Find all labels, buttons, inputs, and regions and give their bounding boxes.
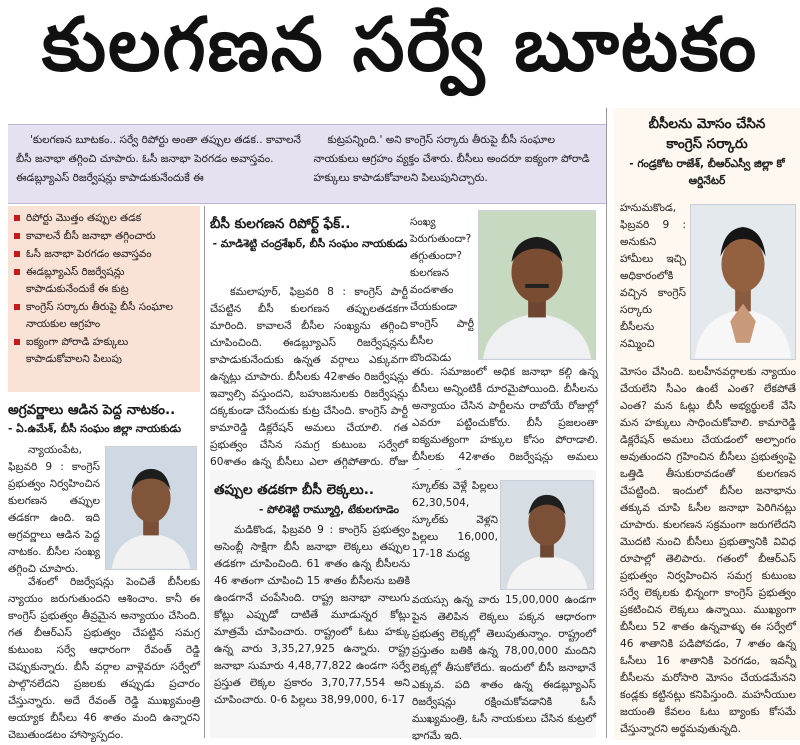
mid-top-article-body-text: కమలాపూర్‌, ఫిబ్రవరి 8 : కాంగ్రెస్‌ పార్టీ చేపట్టిన బీసీ కులగణన తప్పులతడకగా మారింది. కావాలనే బీసీల సంఖ్యను తగ్గించి చూపించింది. ఈడబ్ల్యూఎస్‌ రిజర్వేషన్లను కాపాడుకునేందుకు ఉన్నత వర్గాలు ఎక్కువగా ఉన్నట్లు చూపారు. బీసీలకు 42శాతం రిజర్వేషన్లు ఇవ్వాల్సి వస్తుందని, బహుజనులకు రిజర్వేషన్లు దక్కకుండా చేసేందుకు కుట్ర చేసింది. కాంగ్రెస్‌ పార్టీ కామారెడ్డి డిక్లరేషన్‌ అమలు చేయాలి. గత ప్రభుత్వం చేసిన సమగ్ర కుటుంబ సర్వేలో 60శాతం ఉన్న బీసీలు ఎలా తగ్గిపోతారు. రోజు: [210, 286, 408, 468]
mid-bottom-article-body: [214, 522, 410, 732]
mid-bottom-article-body2-text: వయస్సు ఉన్న వారు 15,00,000 ఉండగా పైన తెలిపిన లెక్కలు పక్కన ఆధారంగా ప్రభుత్వ లెక్కల్లో తెలుపుతున్నాం. రాష్ట్రంలో ప్రస్తుతం బతికి ఉన్న 78,00,000 మందిని లెక్కల్లో తీసుకోలేదు. ఇందులో బీసీ జనాభానే ఎక్కువ. పది శాతం ఉన్న ఈడబ్ల్యూఎస్‌ రిజర్వేషన్లు రక్షించుకోవడానికి ఓసీ ముఖ్యమంత్రి, ఓసీ నాయకులు చేసిన కుట్రలో భాగమే ఇది.: [412, 594, 596, 742]
mid-bottom-article-byline: - పోలిశెట్టి రామ్మూర్తి, టేకులగూడెం: [258, 504, 400, 516]
mid-bottom-side-text-p: స్కూల్‌కు వెళ్లే పిల్లలు 62,30,504, స్కూల్‌కు వెళ్లని పిల్లలు 16,000, 17-18 మధ్య: [412, 480, 498, 560]
left-article-body-text: వేశంలో రిజర్వేషన్లు పెంచితే బీసీలకు న్యాయం జరుగుతుందని ఆశించాం. కానీ ఈ కాంగ్రెస్‌ ప్రభుత్వం తీవ్రమైన అన్యాయం చేసింది. గత బీఆర్‌ఎస్‌ ప్రభుత్వం చేపట్టిన సమగ్ర కుటుంబ సర్వే ఆధారంగా రేవంత్‌ రెడ్డి చెప్పుకున్నారు. బీసీ వర్గాల వాళ్లెవరూ సర్వేలో పాల్గొనలేదని ప్రజలకు తప్పుడు ప్రచారం చేస్తున్నారు. అదే రేవంత్‌ రెడ్డి ముఖ్యమంత్రి అయ్యాక బీసీలు 46 శాతం మంది ఉన్నారని చెబుతుండటం హాస్యాస్పదం.: [8, 576, 200, 741]
right-article-byline: - గండ్రకోట రాజేశ్‌, బీఆర్‌ఎస్వీ జిల్లా కో ఆర్డినేటర్‌: [629, 158, 785, 187]
mid-bottom-article-title: తప్పుల తడకగా బీసీ లెక్కలు..: [214, 482, 374, 498]
mid-bottom-article-body2: [412, 592, 596, 742]
highlight-item: ఈడబ్ల్యూఎస్‌ రిజర్వేషన్లు కాపాడుకునేందుకే ఈ కుట్ర: [14, 264, 194, 298]
right-article-side-text-p: హనుమకొండ, ఫిబ్రవరి 9 : అనుకుని హామీలు ఇచ్చి అధికారంలోకి వచ్చిన కాంగ్రెస్‌ సర్కారు బీసీలను నమ్మించి: [620, 202, 686, 350]
person-photo-icon: [479, 211, 595, 359]
summary-text-2: కుట్రపన్నింది.' అని కాంగ్రెస్‌ సర్కారు తీరుపై బీసీ సంఘాల నాయకులు ఆగ్రహం వ్యక్తం చేశారు. బీసీలు అందరూ ఐక్యంగా పోరాడి హక్కులు కాపాడుకోవాలని పిలుపునిచ్చారు.: [313, 134, 590, 184]
mid-top-article-photo: [478, 210, 596, 360]
right-article-body-text: మోసం చేసింది. బలహీనవర్గాలకు న్యాయం చేయలేని సీఎం ఉంటే ఎంత? లేకపోతే ఎంత? మన ఓట్లు బీసీ అభ్యర్థులకే వేసి మన హక్కులు సాధించుకోవాలి. కామారెడ్డి డిక్లరేషన్‌ అమలు చేయడంలో అల్పాంగం అవుతుందని గ్రహించిన బీసీలు ప్రభుత్వంపై ఒత్తిడి తీసుకురావడంతో కులగణన చేపట్టింది. ఇందులో బీసీల జనాభాను తక్కువ చూపి ఓసీల జనాభా పెరిగినట్లు చూపారు. కులగణన సక్రమంగా జరుగలేదని మొదటి నుంచి బీసీలు ప్రభుత్వానికి వివిధ రూపాల్లో తెలిపారు. గతంలో బీఆర్‌ఎస్‌ ప్రభుత్వం నిర్వహించిన సమగ్ర కుటుంబ సర్వే లెక్కలకు భిన్నంగా కాంగ్రెస్‌ ప్రభుత్వం ప్రకటించిన లెక్కలు ఉన్నాయి. ముఖ్యంగా బీసీలు 52 శాతం ఉన్నవాళ్ళు ఈ సర్వేలో 46 శాతానికి పడిపోవడం, 7 శాతం ఉన్న ఓసీలు 16 శాతానికి పెరగడం, ఇవన్నీ బీసీలను మరోసారి మోసం చేయడమేనని కండ్లకు కట్టినట్లు కనిపిస్తుంది. మహనీయుల జయంతి కేవలం ఓటు బ్యాంకు కోసమే చేస్తున్నారని అర్థమవుతున్నది.: [620, 366, 796, 735]
right-article-title-1: బీసీలను మోసం చేసిన: [648, 116, 766, 132]
person-photo-icon: [106, 447, 196, 569]
left-article-body: [8, 574, 200, 741]
left-article-intro-text: న్యాయంపేట, ఫిబ్రవరి 9 : కాంగ్రెస్‌ ప్రభుత్వం నిర్వహించిన కులగణన తప్పుల తడకగా ఉంది. ఇది అగ్రవర్ణాలు ఆడిన పెద్ద నాటకం. బీసీల సంఖ్య తగ్గించి చూపారు.: [8, 444, 100, 575]
highlight-item: కావాలనే బీసీ జనాభా తగ్గించారు: [14, 228, 194, 245]
left-article-title: అగ్రవర్ణాలు ఆడిన పెద్ద నాటకం..: [8, 402, 176, 418]
headline: కులగణన సర్వే బూటకం: [41, 2, 759, 88]
mid-top-side-text-p: సంఖ్య పెరుగుతుందా? తగ్గుతుందా? కులగణన వందశాతం చేయకుండా కాంగ్రెస్‌ పార్టీ బీసీల బొందపెడు: [410, 216, 474, 364]
mid-top-article-body2: [412, 364, 598, 468]
right-article-title-2: కాంగ్రెస్‌ సర్కారు: [666, 136, 748, 152]
highlights-list: [14, 210, 194, 368]
left-article-byline: - ఏ.ఉమేశ్‌, బీసీ సంఘం జిల్లా నాయకుడు: [8, 423, 182, 435]
left-article-intro: [8, 442, 100, 575]
right-article-header: [614, 108, 800, 190]
mid-top-side-text: [410, 214, 474, 364]
mid-top-article-title: బీసీ కులగణన రిపోర్ట్‌ ఫేక్‌..: [210, 216, 351, 232]
right-article-photo: [690, 204, 796, 360]
summary-col-1: [16, 131, 302, 197]
mid-top-article-body: [210, 284, 408, 470]
mid-bottom-article-body-text: మడికొండ, ఫిబ్రవరి 9 : కాంగ్రెస్‌ ప్రభుత్వం అసెంబ్లీ సాక్షిగా బీసీ జనాభా లెక్కలు తప్పుల తడకగా చూపించింది. 61 శాతం ఉన్న బీసీలను 46 శాతంగా చూపించి 15 శాతం బీసీలను బతికి ఉండగానే చంపేసింది. రాష్ట్ర జనాభా నాలుగు కోట్లు ఎప్పుడో దాటితే మూడున్నర కోట్లు మాత్రమే చూపించారు. రాష్ట్రంలో ఓటు హక్కు ఉన్న వారు 3,35,27,925 ఉన్నారు. రాష్ట్ర జనాభా సుమారు 4,48,77,822 ఉండగా సర్వే ప్రస్తుత లెక్కల ప్రకారం 3,70,77,554 అని చూపించారు. 0-6 పిల్లలు 38,99,000, 6-17: [214, 524, 410, 706]
summary-col-2: [314, 131, 600, 197]
mid-bottom-article-photo: [500, 480, 594, 590]
mid-top-article-byline: - మాడిశెట్టి చంద్రశేఖర్‌, బీసీ సంఘం నాయకుడు: [212, 238, 408, 250]
mid-top-article-body2-text: తరు. సమాజంలో అధిక జనాభా కల్గి ఉన్న బీసీలు అన్నింటికీ దూరమైపోయింది. బీసీలను అన్యాయం చేసిన పార్టీలను రాబోయే రోజుల్లో ఎవరూ పట్టించుకోరు. బీసీ ప్రజలంతా ఐక్యమత్యంగా హక్కుల కోసం పోరాడాలి. బీసీలకు 42శాతం రిజర్వేషన్లు అమలు: [412, 366, 598, 463]
summary-box: [8, 124, 607, 204]
right-article-side-text: [620, 200, 686, 370]
highlights-box: [8, 206, 200, 392]
right-article-body: [620, 364, 796, 738]
left-article-photo: [105, 446, 197, 570]
highlight-item: రిపోర్టు మొత్తం తప్పుల తడక: [14, 210, 194, 227]
summary-text-1: 'కులగణన బూటకం.. సర్వే రిపోర్టు అంతా తప్పుల తడక.. కావాలనే బీసీ జనాభా తగ్గించి చూపారు. ఓసీ జనాభా పెరగడం అవాస్తవం. ఈడబ్ల్యూఎస్‌ రిజర్వేషన్లు కాపాడుకునేందుకే ఈ: [16, 134, 301, 184]
mid-bottom-side-text: [412, 478, 498, 590]
highlight-item: ఐక్యంగా పోరాడి హక్కులు కాపాడుకోవాలని పిలుపు: [14, 334, 194, 368]
person-photo-icon: [501, 481, 593, 589]
highlight-item: ఓసీ జనాభా పెరగడం అవాస్తవం: [14, 246, 194, 263]
person-photo-icon: [691, 205, 795, 359]
highlight-item: కాంగ్రెస్‌ సర్కారు తీరుపై బీసీ సంఘాల నాయకుల ఆగ్రహం: [14, 299, 194, 333]
